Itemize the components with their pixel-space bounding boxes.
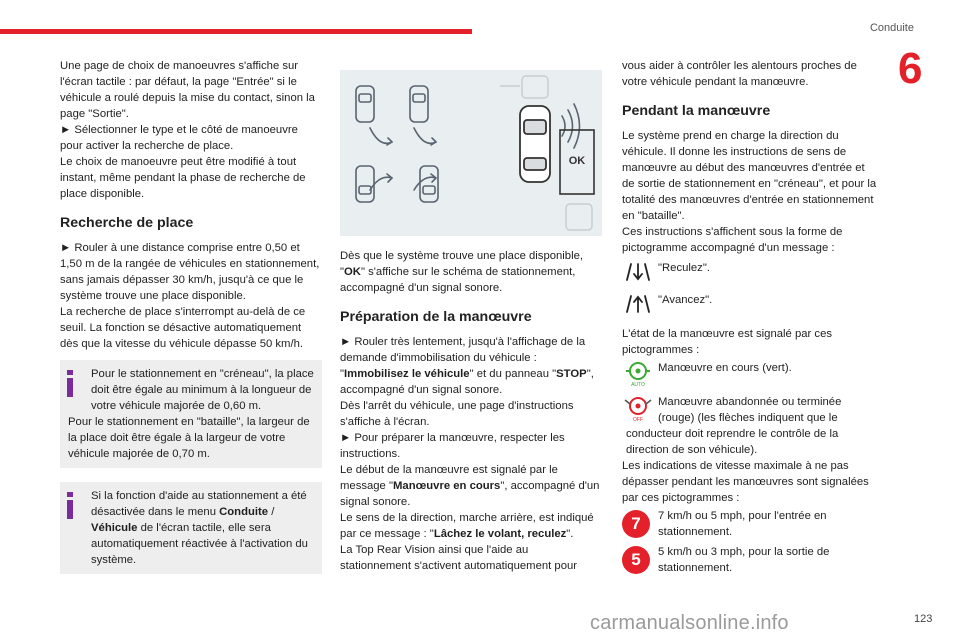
reculez-row [622, 260, 878, 290]
column-left [60, 58, 322, 574]
en-cours-row [622, 360, 878, 388]
paragraph: Une page de choix de manoeuvres s'affiche sur l'écran tactile : par défaut, la page "Entrée" si le véhicule a roulé depuis la mise du contact, sinon la page "Sortie". [60, 60, 315, 120]
heading-pendant: Pendant la manœuvre [622, 103, 771, 119]
paragraph: Le sens de la direction, marche arrière, est indiqué par ce message : "Lâchez le volant, reculez". [340, 512, 594, 540]
paragraph: vous aider à contrôler les alentours proches de votre véhicule pendant la manœuvre. [622, 60, 857, 88]
info-icon [66, 370, 73, 397]
abandon-text: Manœuvre abandonnée ou terminée (rouge) (les flèches indiquent que le conducteur doit reprendre le contrôle de la direction de son véhicule). [626, 396, 842, 456]
parking-diagram [340, 70, 602, 236]
info-icon [66, 492, 73, 519]
note-text: Pour le stationnement en "bataille", la largeur de la place doit être égale à la largeur de votre véhicule majorée de 0,70 m. [68, 416, 310, 460]
speed-limit-5-icon: 5 [622, 546, 650, 574]
paragraph: ► Sélectionner le type et le côté de manoeuvre pour activer la recherche de place. [60, 124, 298, 152]
paragraph: Dès que le système trouve une place disponible, "OK" s'affiche sur le schéma de stationnement, accompagné d'un signal sonore. [340, 250, 584, 294]
paragraph: Ces instructions s'affichent sous la forme de pictogramme accompagné d'un message : [622, 226, 843, 254]
paragraph: L'état de la manœuvre est signalé par ces pictogrammes : [622, 328, 833, 356]
forward-arrow-icon [622, 292, 654, 316]
off-steering-icon [622, 394, 654, 424]
paragraph: Le système prend en charge la direction du véhicule. Il donne les instructions de sens de manœuvre au début des manœuvres d'entrée et de sortie de stationnement en "créneau", et pour la totalité des manœuvres d'entrée en stationnement en "bataille". [622, 130, 877, 222]
speed5-row [622, 544, 878, 578]
reverse-arrow-icon [622, 260, 654, 284]
heading-recherche: Recherche de place [60, 215, 194, 231]
note-text: Pour le stationnement en "créneau", la place doit être égale au minimum à la longueur de votre véhicule majorée de 0,60 m. [91, 368, 314, 412]
speed-limit-7-icon: 7 [622, 510, 650, 538]
paragraph: Le début de la manœuvre est signalé par le message "Manœuvre en cours", accompagné d'un signal sonore. [340, 464, 600, 508]
heading-preparation: Préparation de la manœuvre [340, 309, 532, 325]
auto-steering-icon [622, 360, 654, 388]
watermark: carmanualsonline.info [590, 612, 789, 634]
reculez-text: "Reculez". [658, 262, 710, 274]
off-label: OFF [633, 417, 643, 423]
paragraph: ► Pour préparer la manœuvre, respecter les instructions. [340, 432, 565, 460]
parking-diagram-svg [340, 70, 602, 236]
auto-label: AUTO [631, 382, 645, 388]
header-accent-bar [0, 29, 472, 34]
column-right [622, 58, 878, 578]
chapter-number: 6 [898, 44, 923, 93]
avancez-text: "Avancez". [658, 294, 713, 306]
paragraph: Les indications de vitesse maximale à ne pas dépasser pendant les manœuvres sont signalées par ces pictogrammes : [622, 460, 869, 504]
info-note [60, 482, 322, 574]
paragraph: La recherche de place s'interrompt au-delà de ce seuil. La fonction se désactive automatiquement dès que la vitesse du véhicule dépasse 50 km/h. [60, 306, 306, 350]
speed7-text: 7 km/h ou 5 mph, pour l'entrée en stationnement. [658, 510, 827, 538]
avancez-row [622, 292, 878, 322]
ok-label: OK [568, 155, 586, 167]
column-middle [340, 248, 602, 574]
paragraph: La Top Rear Vision ainsi que l'aide au stationnement s'activent automatiquement pour [340, 544, 578, 572]
en-cours-text: Manœuvre en cours (vert). [658, 362, 792, 374]
speed5-text: 5 km/h ou 3 mph, pour la sortie de stationnement. [658, 546, 830, 574]
paragraph: Dès l'arrêt du véhicule, une page d'instructions s'affiche à l'écran. [340, 400, 574, 428]
paragraph: ► Rouler très lentement, jusqu'à l'affichage de la demande d'immobilisation du véhicule : "Immobilisez le véhicule" et du panneau "STOP", accompagné d'un signal sonore. [340, 336, 594, 396]
section-title: Conduite [869, 22, 914, 34]
note-text: Si la fonction d'aide au stationnement a été désactivée dans le menu Conduite / Véhicule de l'écran tactile, elle sera automatiquement réactivée à l'activation du système. [91, 490, 308, 566]
speed7-row [622, 508, 878, 542]
paragraph: ► Rouler à une distance comprise entre 0,50 et 1,50 m de la rangée de véhicules en stationnement, sans jamais dépasser 30 km/h, jusqu'à ce que le système trouve une place disponible. [60, 242, 320, 302]
info-note [60, 360, 322, 468]
page-number: 123 [914, 613, 933, 625]
abandon-row [622, 394, 878, 458]
paragraph: Le choix de manoeuvre peut être modifié à tout instant, même pendant la phase de recherche de place disponible. [60, 156, 306, 200]
